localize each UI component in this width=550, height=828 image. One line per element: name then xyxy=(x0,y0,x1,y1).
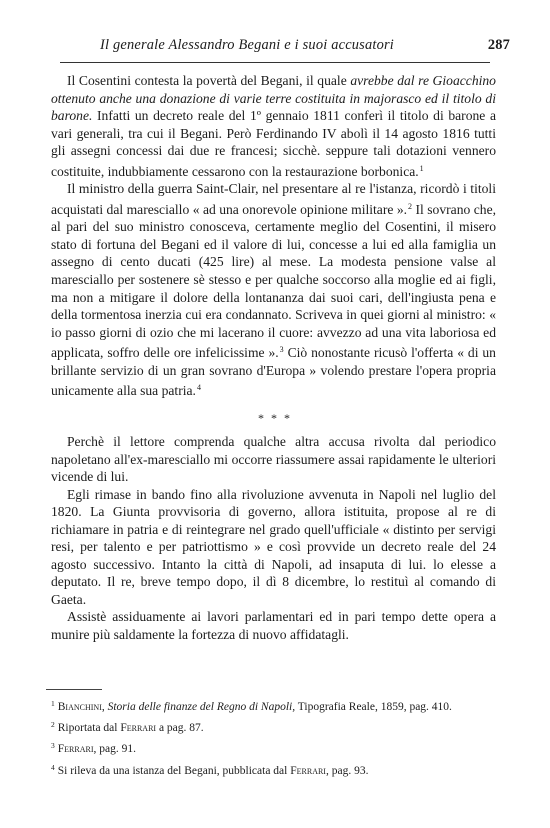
body-section-1 xyxy=(51,72,496,400)
footnote-number: 2 xyxy=(51,720,55,730)
text-span: Tipografia Reale, 1859, pag. 410. xyxy=(295,701,452,713)
text-span: Il ministro della guerra Saint-Clair, nel presentare al re l'istanza, ricordò i titoli acquistati dal maresciallo « ad una onorevole opinione militare ». xyxy=(51,181,496,217)
footnote-number: 3 xyxy=(51,741,55,751)
text-span: Assistè assiduamente ai lavori parlamentari ed in pari tempo dette opera a munire più saldamente la fortezza di nuovo affidatagli. xyxy=(51,609,496,643)
footnote-ref: 4 xyxy=(196,383,201,393)
text-span: Il Cosentini contesta la povertà del Begani, il quale xyxy=(67,73,351,88)
running-header xyxy=(60,37,510,57)
small-caps-span: Ferrari, xyxy=(290,764,329,777)
footnote xyxy=(51,738,496,757)
paragraph xyxy=(51,180,496,400)
text-span: Si rileva da una istanza del Begani, pubblicata dal xyxy=(57,764,291,777)
paragraph xyxy=(51,72,496,180)
paragraph xyxy=(51,433,496,486)
italic-span: avrebbe dal re Gioacchino ottenuto anche una donazione di varie terre costituita in majorasco ed il titolo di barone. xyxy=(51,73,496,124)
page-number: 287 xyxy=(487,37,510,53)
text-span: pag. 91. xyxy=(96,743,136,756)
footnote-number: 1 xyxy=(51,699,55,708)
footnote-ref: 2 xyxy=(408,201,413,211)
footnote-ref: 3 xyxy=(279,345,284,355)
footnotes xyxy=(51,696,496,781)
footnote-rule xyxy=(46,689,102,690)
small-caps-span: Ferrari xyxy=(120,722,157,735)
paragraph xyxy=(51,486,496,609)
paragraph xyxy=(51,608,496,643)
small-caps-span: Bianchini, xyxy=(57,701,108,713)
footnote xyxy=(51,717,496,736)
footnote-number: 4 xyxy=(51,762,55,772)
text-span: Perchè il lettore comprenda qualche altra accusa rivolta dal periodico napoletano all'ex-maresciallo mi occorre riassumere assai rapidamente le ulteriori vicende di lui. xyxy=(51,434,496,485)
header-rule xyxy=(60,62,490,63)
footnote xyxy=(51,760,496,779)
text-span: a pag. 87. xyxy=(156,722,204,735)
text-span: Infatti un decreto reale del 1º gennaio 1811 conferì il titolo di barone a vari generali, tra cui il Begani. Però Ferdinando IV abolì il 14 agosto 1816 tutti gli assegni concessi dai due re francesi; sicchè. seppure tali dotazioni vennero costituite, indubbiamente cessarono con la restaurazione borbonica. xyxy=(51,108,496,179)
italic-span: Storia delle finanze del Regno di Napoli, xyxy=(107,701,296,713)
running-title: Il generale Alessandro Begani e i suoi accusatori xyxy=(100,37,394,53)
footnote-ref: 1 xyxy=(419,163,424,173)
small-caps-span: Ferrari, xyxy=(57,743,97,756)
section-separator: * * * xyxy=(258,411,292,425)
footnote xyxy=(51,696,496,715)
text-span: Ciò nonostante ricusò l'offerta « di un brillante servizio di un gran sovrano d'Europa » volendo prestare l'opera propria unicamente alla sua patria. xyxy=(51,345,496,399)
text-span: Riportata dal xyxy=(57,722,121,735)
text-span: pag. 93. xyxy=(328,764,369,777)
text-span: Egli rimase in bando fino alla rivoluzione avvenuta in Napoli nel luglio del 1820. La Giunta provvisoria di governo, allora istituita, propose al re di richiamare in patria e di reintegrare nel grado quell'ufficiale « distinto per servigi resi, per talento e per patriottismo » e così provvide un decreto reale del 24 agosto successivo. Intanto la città di Napoli, ad insaputa di lui. lo elesse a deputato. Il re, breve tempo dopo, il dì 8 dicembre, lo restituì al comando di Gaeta. xyxy=(51,486,496,607)
body-section-2 xyxy=(51,433,496,644)
text-span: Il sovrano che, al pari del suo ministro conosceva, certamente meglio del Cosentini, il misero stato di fortuna del Begani ed il valore di lui, concesse a lui ed alla famiglia un assegno di cento ducati (425 lire) al mese. La modesta pensione valse al maresciallo per sostenere sè stesso e per qualche soccorso alla moglie ed ai figli, ma non a mitigare il dolore della lontananza dai suoi cari, dell'ingiusta pena e della tormentosa inerzia cui era condannato. Scriveva in quei giorni al ministro: « io passo giorni di ozio che mi lacerano il cuore: avvezzo ad una vita laboriosa ed applicata, soffro delle ore infelicissime ». xyxy=(51,201,496,361)
